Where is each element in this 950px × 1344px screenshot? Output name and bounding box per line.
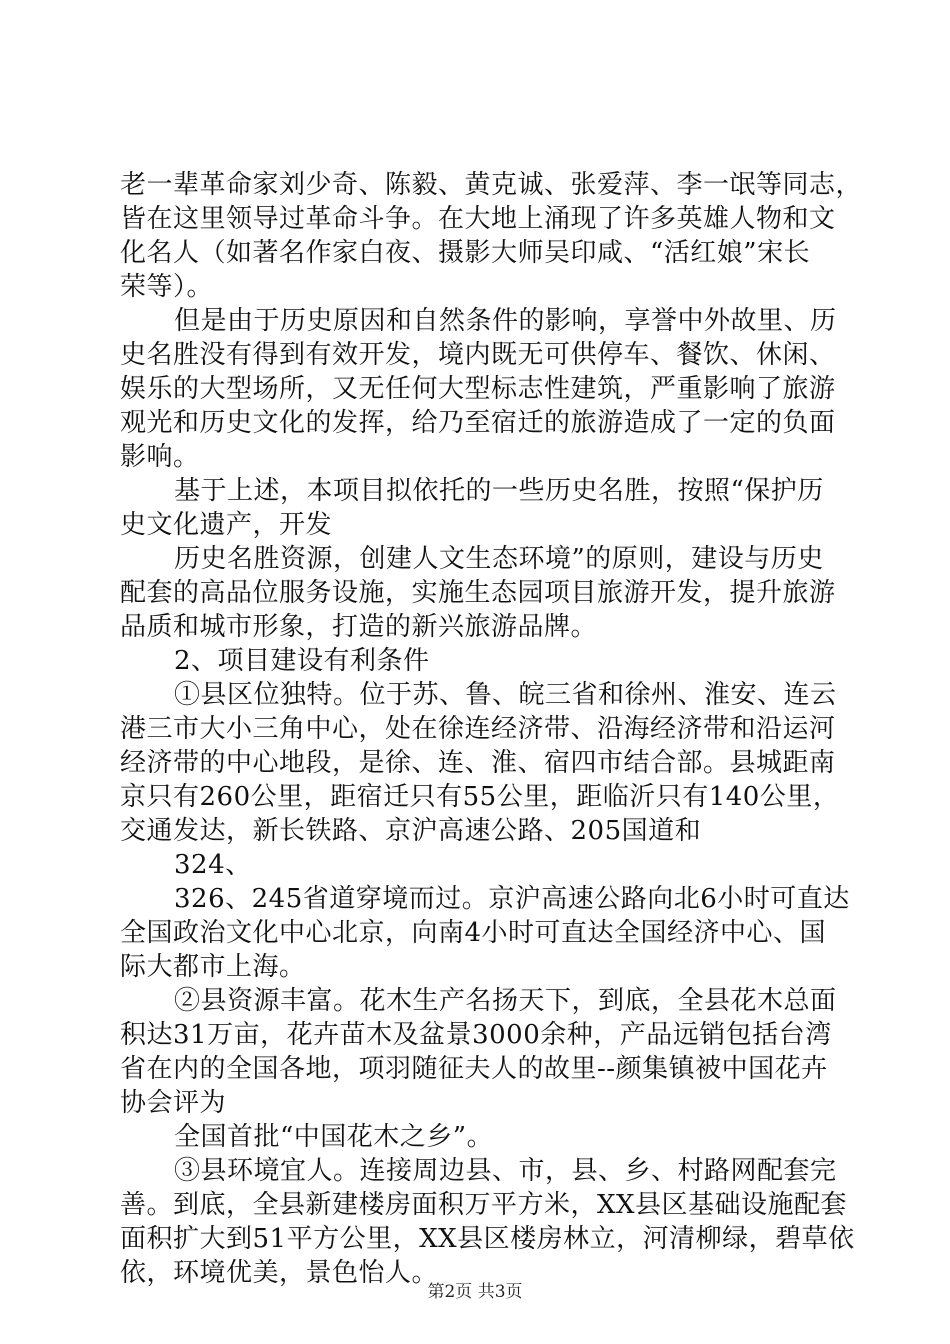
text-line: ①县区位独特。位于苏、鲁、皖三省和徐州、淮安、连云 — [174, 680, 837, 710]
text-line: 历史名胜资源，创建人文生态环境”的原则，建设与历史 — [174, 544, 824, 574]
text-line: 省在内的全国各地，项羽随征夫人的故里--颜集镇被中国花卉 — [120, 1054, 828, 1084]
text-line: 影响。 — [120, 442, 200, 472]
document-body — [120, 168, 863, 1290]
text-line: 协会评为 — [120, 1088, 227, 1118]
text-line: 化名人（如著名作家白夜、摄影大师吴印咸、“活红娘”宋长 — [120, 238, 811, 268]
text-line: 积达31万亩，花卉苗木及盆景3000余种，产品远销包括台湾 — [120, 1020, 832, 1050]
text-line: 史名胜没有得到有效开发，境内既无可供停车、餐饮、休闲、 — [120, 340, 836, 370]
text-line: 老一辈革命家刘少奇、陈毅、黄克诚、张爱萍、李一氓等同志， — [120, 170, 863, 200]
text-line: 善。到底，全县新建楼房面积万平方米，XX县区基础设施配套 — [120, 1190, 848, 1220]
text-line: 观光和历史文化的发挥，给乃至宿迁的旅游造成了一定的负面 — [120, 408, 836, 438]
text-line: 面积扩大到51平方公里，XX县区楼房林立，河清柳绿，碧草依 — [120, 1224, 855, 1254]
text-line: 荣等）。 — [120, 272, 214, 302]
text-line: 配套的高品位服务设施，实施生态园项目旅游开发，提升旅游 — [120, 578, 836, 608]
text-line: 皆在这里领导过革命斗争。在大地上涌现了许多英雄人物和文 — [120, 204, 836, 234]
text-line: 324、 — [174, 850, 252, 880]
page-number-footer: 第2页 共3页 — [427, 1282, 523, 1302]
text-line: 品质和城市形象，打造的新兴旅游品牌。 — [120, 612, 598, 642]
text-line: 2、项目建设有利条件 — [174, 646, 430, 676]
text-line: 依，环境优美，景色怡人。 — [120, 1258, 439, 1288]
text-line: ③县环境宜人。连接周边县、市，县、乡、村路网配套完 — [174, 1156, 837, 1186]
text-line: ②县资源丰富。花木生产名扬天下，到底，全县花木总面 — [174, 986, 837, 1016]
text-line: 全国政治文化中心北京，向南4小时可直达全国经济中心、国 — [120, 918, 827, 948]
text-line: 际大都市上海。 — [120, 952, 306, 982]
text-line: 史文化遗产，开发 — [120, 510, 333, 540]
text-line: 交通发达，新长铁路、京沪高速公路、205国道和 — [120, 816, 702, 846]
text-line: 经济带的中心地段，是徐、连、淮、宿四市结合部。县城距南 — [120, 748, 836, 778]
text-line: 京只有260公里，距宿迁只有55公里，距临沂只有140公里， — [120, 782, 840, 812]
text-line: 但是由于历史原因和自然条件的影响，享誉中外故里、历 — [174, 306, 837, 336]
text-line: 326、245省道穿境而过。京沪高速公路向北6小时可直达 — [174, 884, 850, 914]
text-line: 港三市大小三角中心，处在徐连经济带、沿海经济带和沿运河 — [120, 714, 836, 744]
text-line: 娱乐的大型场所，又无任何大型标志性建筑，严重影响了旅游 — [120, 374, 836, 404]
text-line: 基于上述，本项目拟依托的一些历史名胜，按照“保护历 — [174, 476, 824, 506]
text-line: 全国首批“中国花木之乡”。 — [174, 1122, 494, 1152]
